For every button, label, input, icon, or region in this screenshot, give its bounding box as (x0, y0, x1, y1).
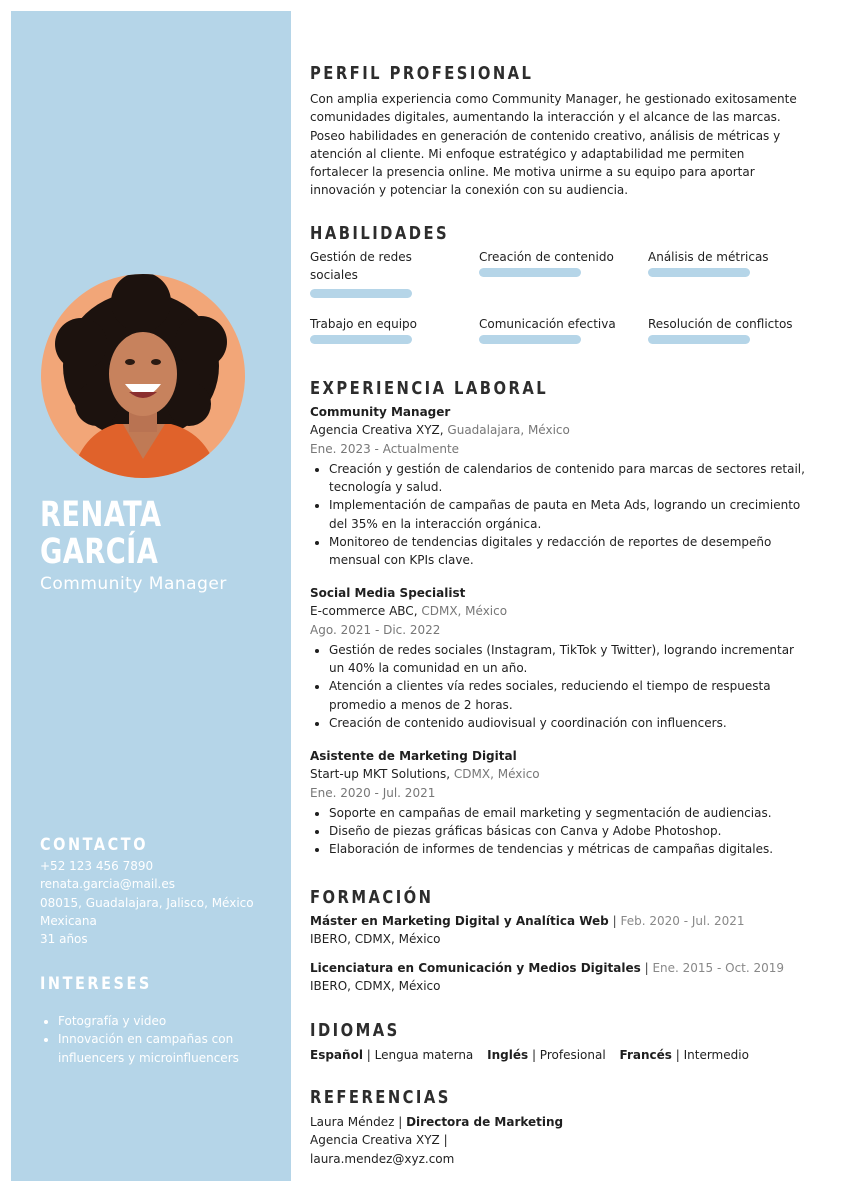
language-level: | Lengua materna (366, 1048, 474, 1062)
language-name: Inglés (487, 1048, 529, 1062)
separator: | (644, 961, 649, 975)
list-item: • Monitoreo de tendencias digitales y redacción de reportes de desempeño mensual con KPIs clave. (329, 533, 806, 570)
contact-heading: CONTACTO (40, 835, 149, 855)
interests-list (40, 1012, 288, 1067)
profile-photo (41, 274, 245, 478)
job-dates: Ene. 2023 - Actualmente (310, 441, 460, 456)
job-bullets (310, 460, 806, 570)
job-company: E-commerce ABC, (310, 604, 418, 619)
job-location: Guadalajara, México (447, 423, 570, 438)
skill-label: Comunicación efectiva (479, 317, 616, 331)
reference-company: Agencia Creativa XYZ | (310, 1133, 448, 1148)
skill-label: Análisis de métricas (648, 250, 769, 264)
job-title: Social Media Specialist (310, 586, 466, 600)
skill-item (479, 248, 629, 277)
list-item: • Diseño de piezas gráficas básicas con Canva y Adobe Photoshop. (329, 822, 806, 840)
language-level: | Profesional (531, 1048, 606, 1062)
experience-heading: EXPERIENCIA LABORAL (310, 378, 549, 399)
reference-email: laura.mendez@xyz.com (310, 1151, 455, 1166)
job-entry (310, 403, 806, 570)
language-name: Español (310, 1048, 363, 1062)
education-entry (310, 912, 810, 949)
skill-label: Resolución de conflictos (648, 317, 793, 331)
skill-bar (648, 335, 750, 344)
skill-bar (479, 335, 581, 344)
contact-info (40, 857, 254, 948)
skill-label: Creación de contenido (479, 250, 614, 264)
job-title: Asistente de Marketing Digital (310, 749, 517, 763)
list-item: • Creación de contenido audiovisual y coordinación con influencers. (329, 714, 806, 732)
candidate-role: Community Manager (40, 574, 227, 594)
job-company: Agencia Creativa XYZ, (310, 423, 444, 438)
job-dates: Ago. 2021 - Dic. 2022 (310, 622, 441, 637)
job-dates: Ene. 2020 - Jul. 2021 (310, 785, 436, 800)
contact-nationality: Mexicana (40, 913, 97, 928)
skill-item (648, 248, 798, 277)
list-item: • Fotografía y video (58, 1012, 288, 1030)
job-title: Community Manager (310, 405, 451, 419)
contact-address: 08015, Guadalajara, Jalisco, México (40, 895, 254, 910)
skill-bar (310, 289, 412, 298)
job-location: CDMX, México (453, 767, 540, 782)
education-entry (310, 959, 810, 996)
list-item: • Soporte en campañas de email marketing y segmentación de audiencias. (329, 804, 806, 822)
skill-item (648, 315, 798, 344)
contact-email: renata.garcia@mail.es (40, 877, 175, 892)
portrait-illustration (41, 274, 245, 478)
skill-item (479, 315, 629, 344)
profile-text: Con amplia experiencia como Community Manager, he gestionado exitosamente comunidades digitales, aumentando la interacción y el alcance de las marcas. Poseo habilidades en generación de contenido creativo, análisis de métricas y atención al cliente. Mi enfoque estratégico y adaptabilidad me permiten fortalecer la presencia online. Me motiva unirme a su equipo para aportar innovación y potenciar la conexión con su audiencia. (310, 92, 797, 198)
education-degree: Licenciatura en Comunicación y Medios Digitales (310, 961, 641, 975)
skill-item (310, 315, 460, 344)
education-dates: Feb. 2020 - Jul. 2021 (620, 914, 745, 928)
reference-position: Directora de Marketing (406, 1115, 564, 1129)
separator: | (612, 914, 617, 928)
education-degree: Máster en Marketing Digital y Analítica Web (310, 914, 609, 928)
education-dates: Ene. 2015 - Oct. 2019 (652, 961, 785, 975)
list-item: • Implementación de campañas de pauta en Meta Ads, logrando un crecimiento del 35% en la interacción orgánica. (329, 496, 806, 533)
contact-phone: +52 123 456 7890 (40, 859, 154, 873)
references-heading: REFERENCIAS (310, 1087, 451, 1108)
skill-bar (648, 268, 750, 277)
reference-name: Laura Méndez | (310, 1115, 403, 1129)
job-bullets (310, 804, 806, 859)
reference-entry (310, 1113, 563, 1168)
languages-heading: IDIOMAS (310, 1020, 400, 1041)
job-location: CDMX, México (421, 604, 508, 619)
education-heading: FORMACIÓN (310, 887, 434, 908)
contact-age: 31 años (40, 932, 88, 947)
skill-label: Trabajo en equipo (310, 317, 418, 331)
education-school: IBERO, CDMX, México (310, 932, 441, 947)
skills-heading: HABILIDADES (310, 223, 450, 244)
list-item: • Elaboración de informes de tendencias y métricas de campañas digitales. (329, 840, 806, 858)
job-bullets (310, 641, 806, 732)
skill-item (310, 248, 420, 298)
job-company: Start-up MKT Solutions, (310, 767, 451, 782)
candidate-name: RENATA GARCÍA (40, 495, 162, 572)
skill-bar (479, 268, 581, 277)
languages-list (310, 1046, 749, 1064)
interests-heading: INTERESES (40, 974, 152, 994)
sidebar (11, 11, 291, 1181)
list-item: • Creación y gestión de calendarios de contenido para marcas de sectores retail, tecnología y salud. (329, 460, 806, 497)
language-level: | Intermedio (675, 1048, 749, 1062)
skill-label: Gestión de redes sociales (310, 250, 412, 283)
list-item: • Atención a clientes vía redes sociales, reduciendo el tiempo de respuesta promedio a menos de 2 horas. (329, 677, 806, 714)
skill-bar (310, 335, 412, 344)
list-item: • Gestión de redes sociales (Instagram, TikTok y Twitter), logrando incrementar un 40% la comunidad en un año. (329, 641, 806, 678)
job-entry (310, 584, 806, 732)
list-item: • Innovación en campañas con influencers y microinfluencers (58, 1030, 288, 1067)
education-school: IBERO, CDMX, México (310, 979, 441, 994)
profile-heading: PERFIL PROFESIONAL (310, 63, 534, 84)
language-name: Francés (619, 1048, 672, 1062)
job-entry (310, 747, 806, 859)
